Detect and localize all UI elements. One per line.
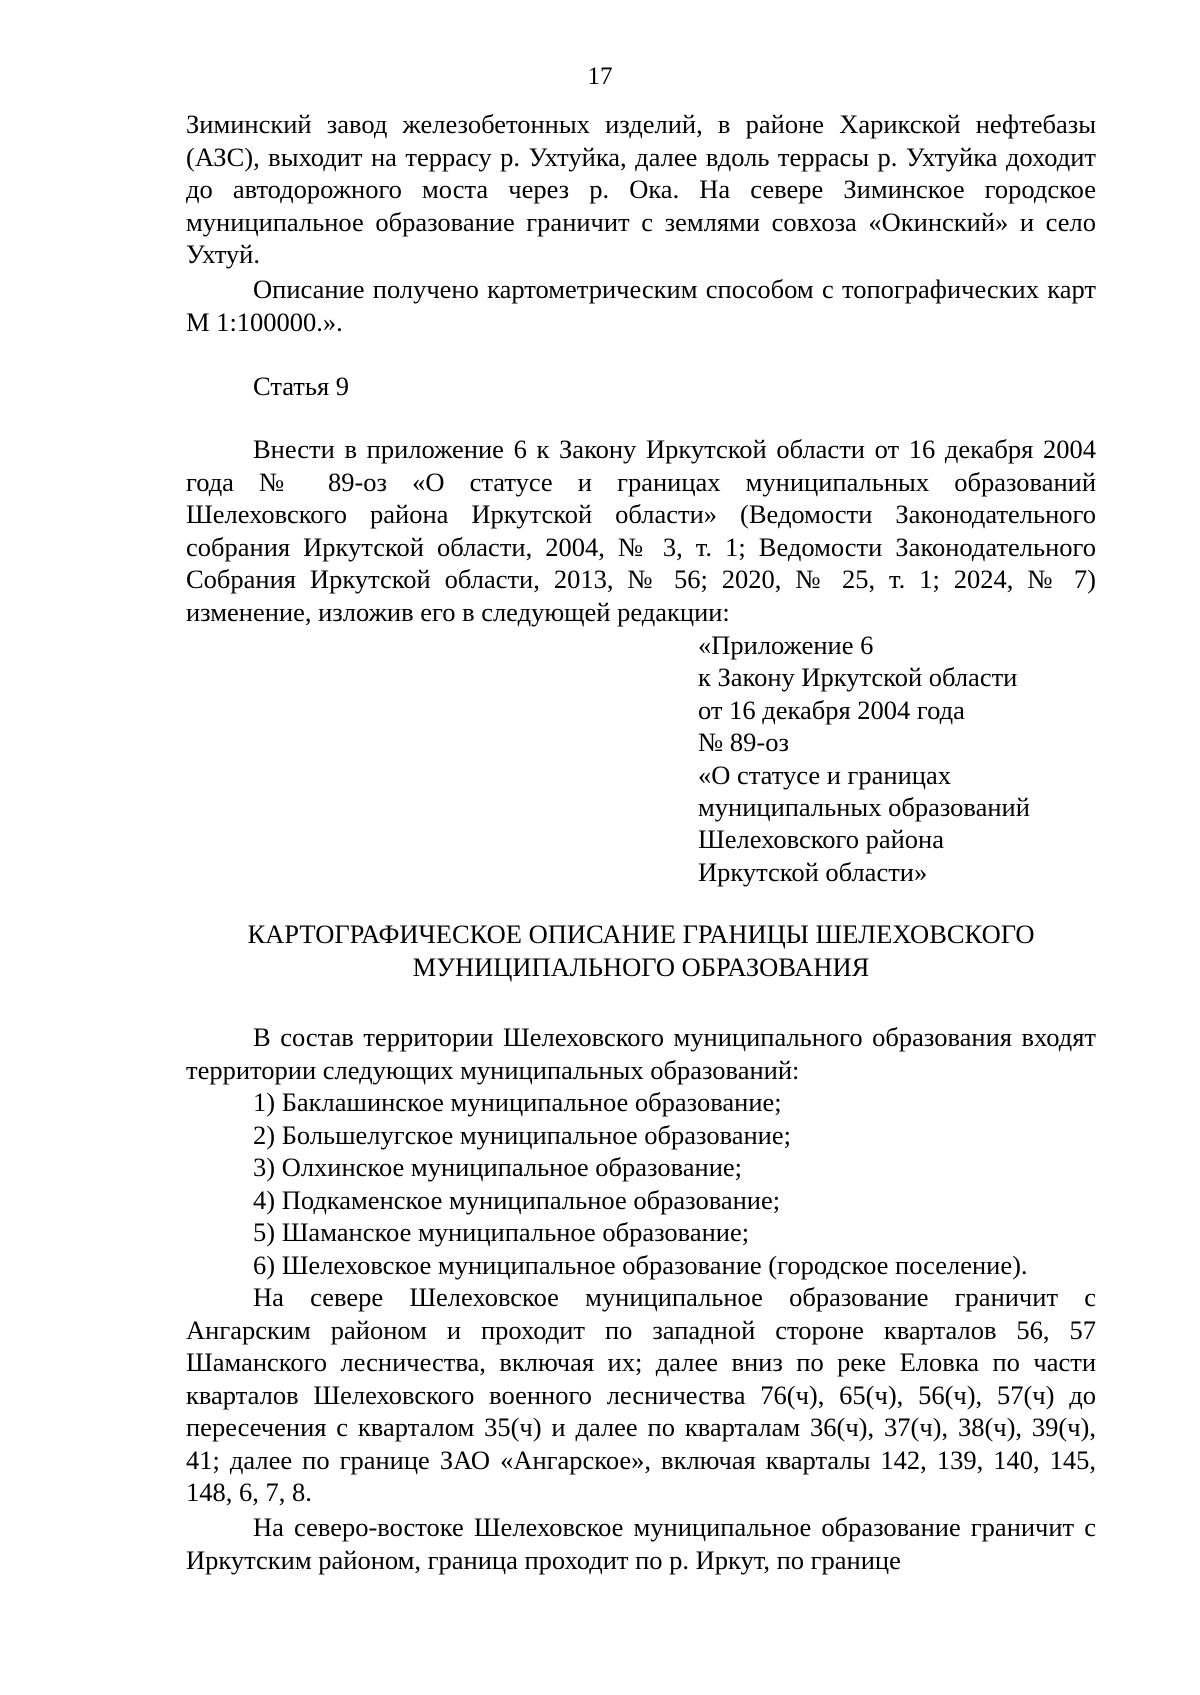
list-item: 6) Шелеховское муниципальное образование (городское поселение). [253, 1249, 1028, 1280]
list-item: 2) Большелугское муниципальное образование; [253, 1119, 791, 1150]
appendix-line: «О статусе и границах [698, 759, 951, 790]
appendix-line: Иркутской области» [698, 856, 928, 887]
paragraph-description-method [186, 273, 1096, 338]
composition-intro-block [186, 1021, 1096, 1086]
appendix-line: № 89-оз [698, 727, 789, 758]
heading-line: КАРТОГРАФИЧЕСКОЕ ОПИСАНИЕ ГРАНИЦЫ ШЕЛЕХОВСКОГО [247, 919, 1035, 949]
article-title: Статья 9 [253, 371, 350, 401]
north-boundary-text: На севере Шелеховское муниципальное образование граничит с Ангарским районом и проходит по западной стороне кварталов 56, 57 Шаманского лесничества, включая их; далее вниз по реке Еловка по части кварталов Шелеховского военного лесничества 76(ч), 65(ч), 56(ч), 57(ч) до пересечения с кварталом 35(ч) и далее по кварталам 36(ч), 37(ч), 38(ч), 39(ч), 41; далее по границе ЗАО «Ангарское», включая кварталы 142, 139, 140, 145, 148, 6, 7, 8. [186, 1282, 1096, 1507]
northeast-boundary-text: На северо-востоке Шелеховское муниципальное образование граничит с Иркутским районом, граница проходит по р. Иркут, по границе [186, 1512, 1096, 1575]
page-number: 17 [587, 63, 613, 90]
list-item: 3) Олхинское муниципальное образование; [253, 1152, 743, 1182]
northeast-boundary-block [186, 1511, 1096, 1576]
appendix-line: «Приложение 6 [698, 630, 874, 660]
heading-line: МУНИЦИПАЛЬНОГО ОБРАЗОВАНИЯ [412, 952, 870, 982]
article-text-block [186, 433, 1096, 628]
article-text: Внести в приложение 6 к Закону Иркутской области от 16 декабря 2004 года № 89-оз «О статусе и границах муниципальных образований Шелеховского района Иркутской области» (Ведомости Законодательного собрания Иркутской области, 2004, № 3, т. 1; Ведомости Законодательного Собрания Иркутской области, 2013, № 56; 2020, № 25, т. 1; 2024, № 7) изменение, изложив его в следующей редакции: [186, 434, 1096, 627]
list-item: 1) Баклашинское муниципальное образование; [253, 1087, 782, 1117]
appendix-line: к Закону Иркутской области [698, 662, 1018, 693]
north-boundary-block [186, 1281, 1096, 1509]
section-heading [186, 918, 1096, 984]
list-item: 4) Подкаменское муниципальное образование; [253, 1184, 781, 1215]
paragraph-text: Описание получено картометрическим способом с топографических карт М 1:100000.». [186, 274, 1096, 337]
list-item: 5) Шаманское муниципальное образование; [253, 1217, 750, 1247]
appendix-header [698, 629, 1030, 888]
composition-list [253, 1086, 1028, 1281]
composition-intro: В состав территории Шелеховского муниципального образования входят территории следующих муниципальных образований: [186, 1022, 1096, 1085]
paragraph-text: Зиминский завод железобетонных изделий, в районе Харикской нефтебазы (АЗС), выходит на террасу р. Ухтуйка, далее вдоль террасы р. Ухтуйка доходит до автодорожного моста через р. Ока. На севере Зиминское городское муниципальное образование граничит с землями совхоза «Окинский» и село Ухтуй. [186, 109, 1096, 269]
appendix-line: от 16 декабря 2004 года [698, 694, 965, 725]
paragraph-zima-boundary-end [186, 108, 1096, 271]
appendix-line: Шелеховского района [698, 824, 944, 855]
appendix-line: муниципальных образований [698, 792, 1030, 823]
